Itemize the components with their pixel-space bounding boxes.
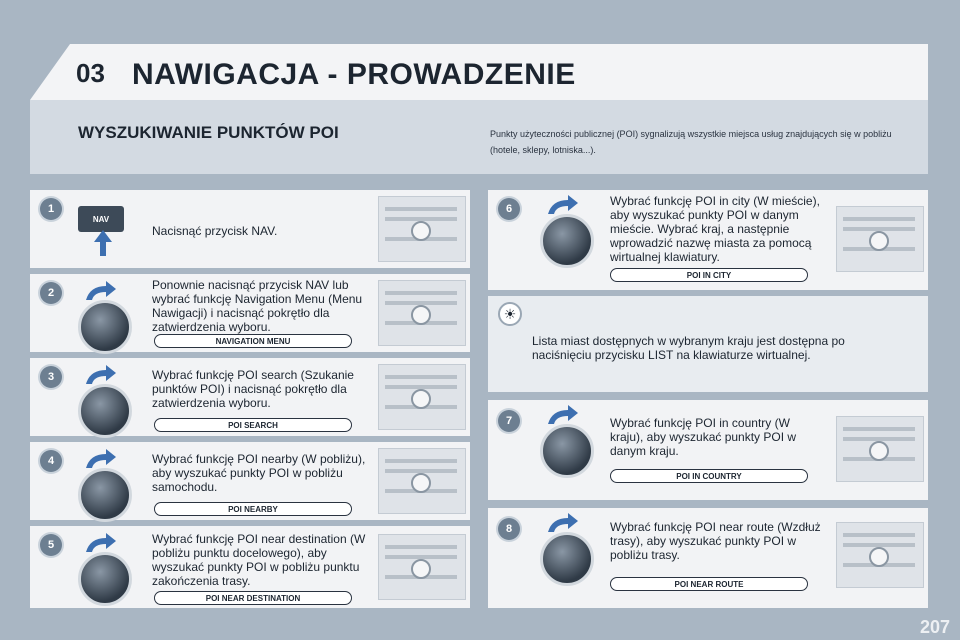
radio-unit-image: [836, 416, 924, 482]
page-number: 207: [919, 617, 950, 637]
radio-unit-image: [378, 364, 466, 430]
rotate-arrow-icon: [84, 364, 118, 386]
step-text-8: Wybrać funkcję POI near route (Wzdłuż trasy), aby wyszukać punkty POI w pobliżu trasy.: [610, 520, 821, 562]
step-text-4: Wybrać funkcję POI nearby (W pobliżu), aby wyszukać punkty POI w pobliżu samochodu.: [152, 452, 366, 494]
menu-label-poi-near-destination: POI NEAR DESTINATION: [154, 591, 352, 605]
menu-label-poi-in-country: POI IN COUNTRY: [610, 469, 808, 483]
step-number-5: 5: [40, 534, 62, 556]
chapter-number: 03: [76, 58, 105, 88]
tip-text: Lista miast dostępnych w wybranym kraju jest dostępna po naciśnięciu przycisku LIST na klawiaturze wirtualnej.: [532, 334, 845, 362]
step-text-6: Wybrać funkcję POI in city (W mieście), aby wyszukać punkty POI w danym mieście. Wybrać kraj, a następnie wprowadzić nazwę miasta za pomocą wirtualnej klawiatury.: [610, 194, 820, 264]
page-title: NAWIGACJA - PROWADZENIE: [132, 58, 576, 91]
step-number-7: 7: [498, 410, 520, 432]
step-text-3: Wybrać funkcję POI search (Szukanie punktów POI) i nacisnąć pokrętło dla zatwierdzenia wyboru.: [152, 368, 354, 410]
section-title: WYSZUKIWANIE PUNKTÓW POI: [78, 123, 339, 142]
control-knob-icon: [78, 552, 132, 606]
radio-unit-image: [378, 448, 466, 514]
step-number-6: 6: [498, 198, 520, 220]
control-knob-icon: [540, 532, 594, 586]
lightbulb-icon: ☀: [498, 302, 522, 326]
control-knob-icon: [540, 424, 594, 478]
step-text-2: Ponownie nacisnąć przycisk NAV lub wybrać funkcję Navigation Menu (Menu Nawigacji) i nacisnąć pokrętło dla zatwierdzenia wyboru.: [152, 278, 363, 334]
step-text-5: Wybrać funkcję POI near destination (W pobliżu punktu docelowego), aby wyszukać punkty POI w pobliżu punktu zakończenia trasy.: [152, 532, 366, 588]
menu-label-navigation-menu: NAVIGATION MENU: [154, 334, 352, 348]
step-text-7: Wybrać funkcję POI in country (W kraju), aby wyszukać punkty POI w danym kraju.: [610, 416, 797, 458]
control-knob-icon: [78, 384, 132, 438]
radio-unit-image: [378, 534, 466, 600]
step-number-8: 8: [498, 518, 520, 540]
rotate-arrow-icon: [84, 448, 118, 470]
radio-unit-image: [378, 196, 466, 262]
step-number-3: 3: [40, 366, 62, 388]
press-arrow-icon: [92, 228, 114, 258]
menu-label-poi-nearby: POI NEARBY: [154, 502, 352, 516]
control-knob-icon: [78, 468, 132, 522]
radio-unit-image: [836, 206, 924, 272]
step-number-2: 2: [40, 282, 62, 304]
nav-button-icon: NAV: [78, 206, 124, 232]
rotate-arrow-icon: [546, 404, 580, 426]
step-number-1: 1: [40, 198, 62, 220]
rotate-arrow-icon: [546, 512, 580, 534]
menu-label-poi-near-route: POI NEAR ROUTE: [610, 577, 808, 591]
rotate-arrow-icon: [84, 280, 118, 302]
rotate-arrow-icon: [546, 194, 580, 216]
rotate-arrow-icon: [84, 532, 118, 554]
control-knob-icon: [540, 214, 594, 268]
step-text-1: Nacisnąć przycisk NAV.: [152, 224, 278, 238]
menu-label-poi-in-city: POI IN CITY: [610, 268, 808, 282]
radio-unit-image: [378, 280, 466, 346]
menu-label-poi-search: POI SEARCH: [154, 418, 352, 432]
header-corner: [30, 44, 70, 100]
control-knob-icon: [78, 300, 132, 354]
section-intro: Punkty użyteczności publicznej (POI) sygnalizują wszystkie miejsca usług znajdujących się w pobliżu (hotele, sklepy, lotniska...).: [490, 129, 892, 155]
step-number-4: 4: [40, 450, 62, 472]
radio-unit-image: [836, 522, 924, 588]
